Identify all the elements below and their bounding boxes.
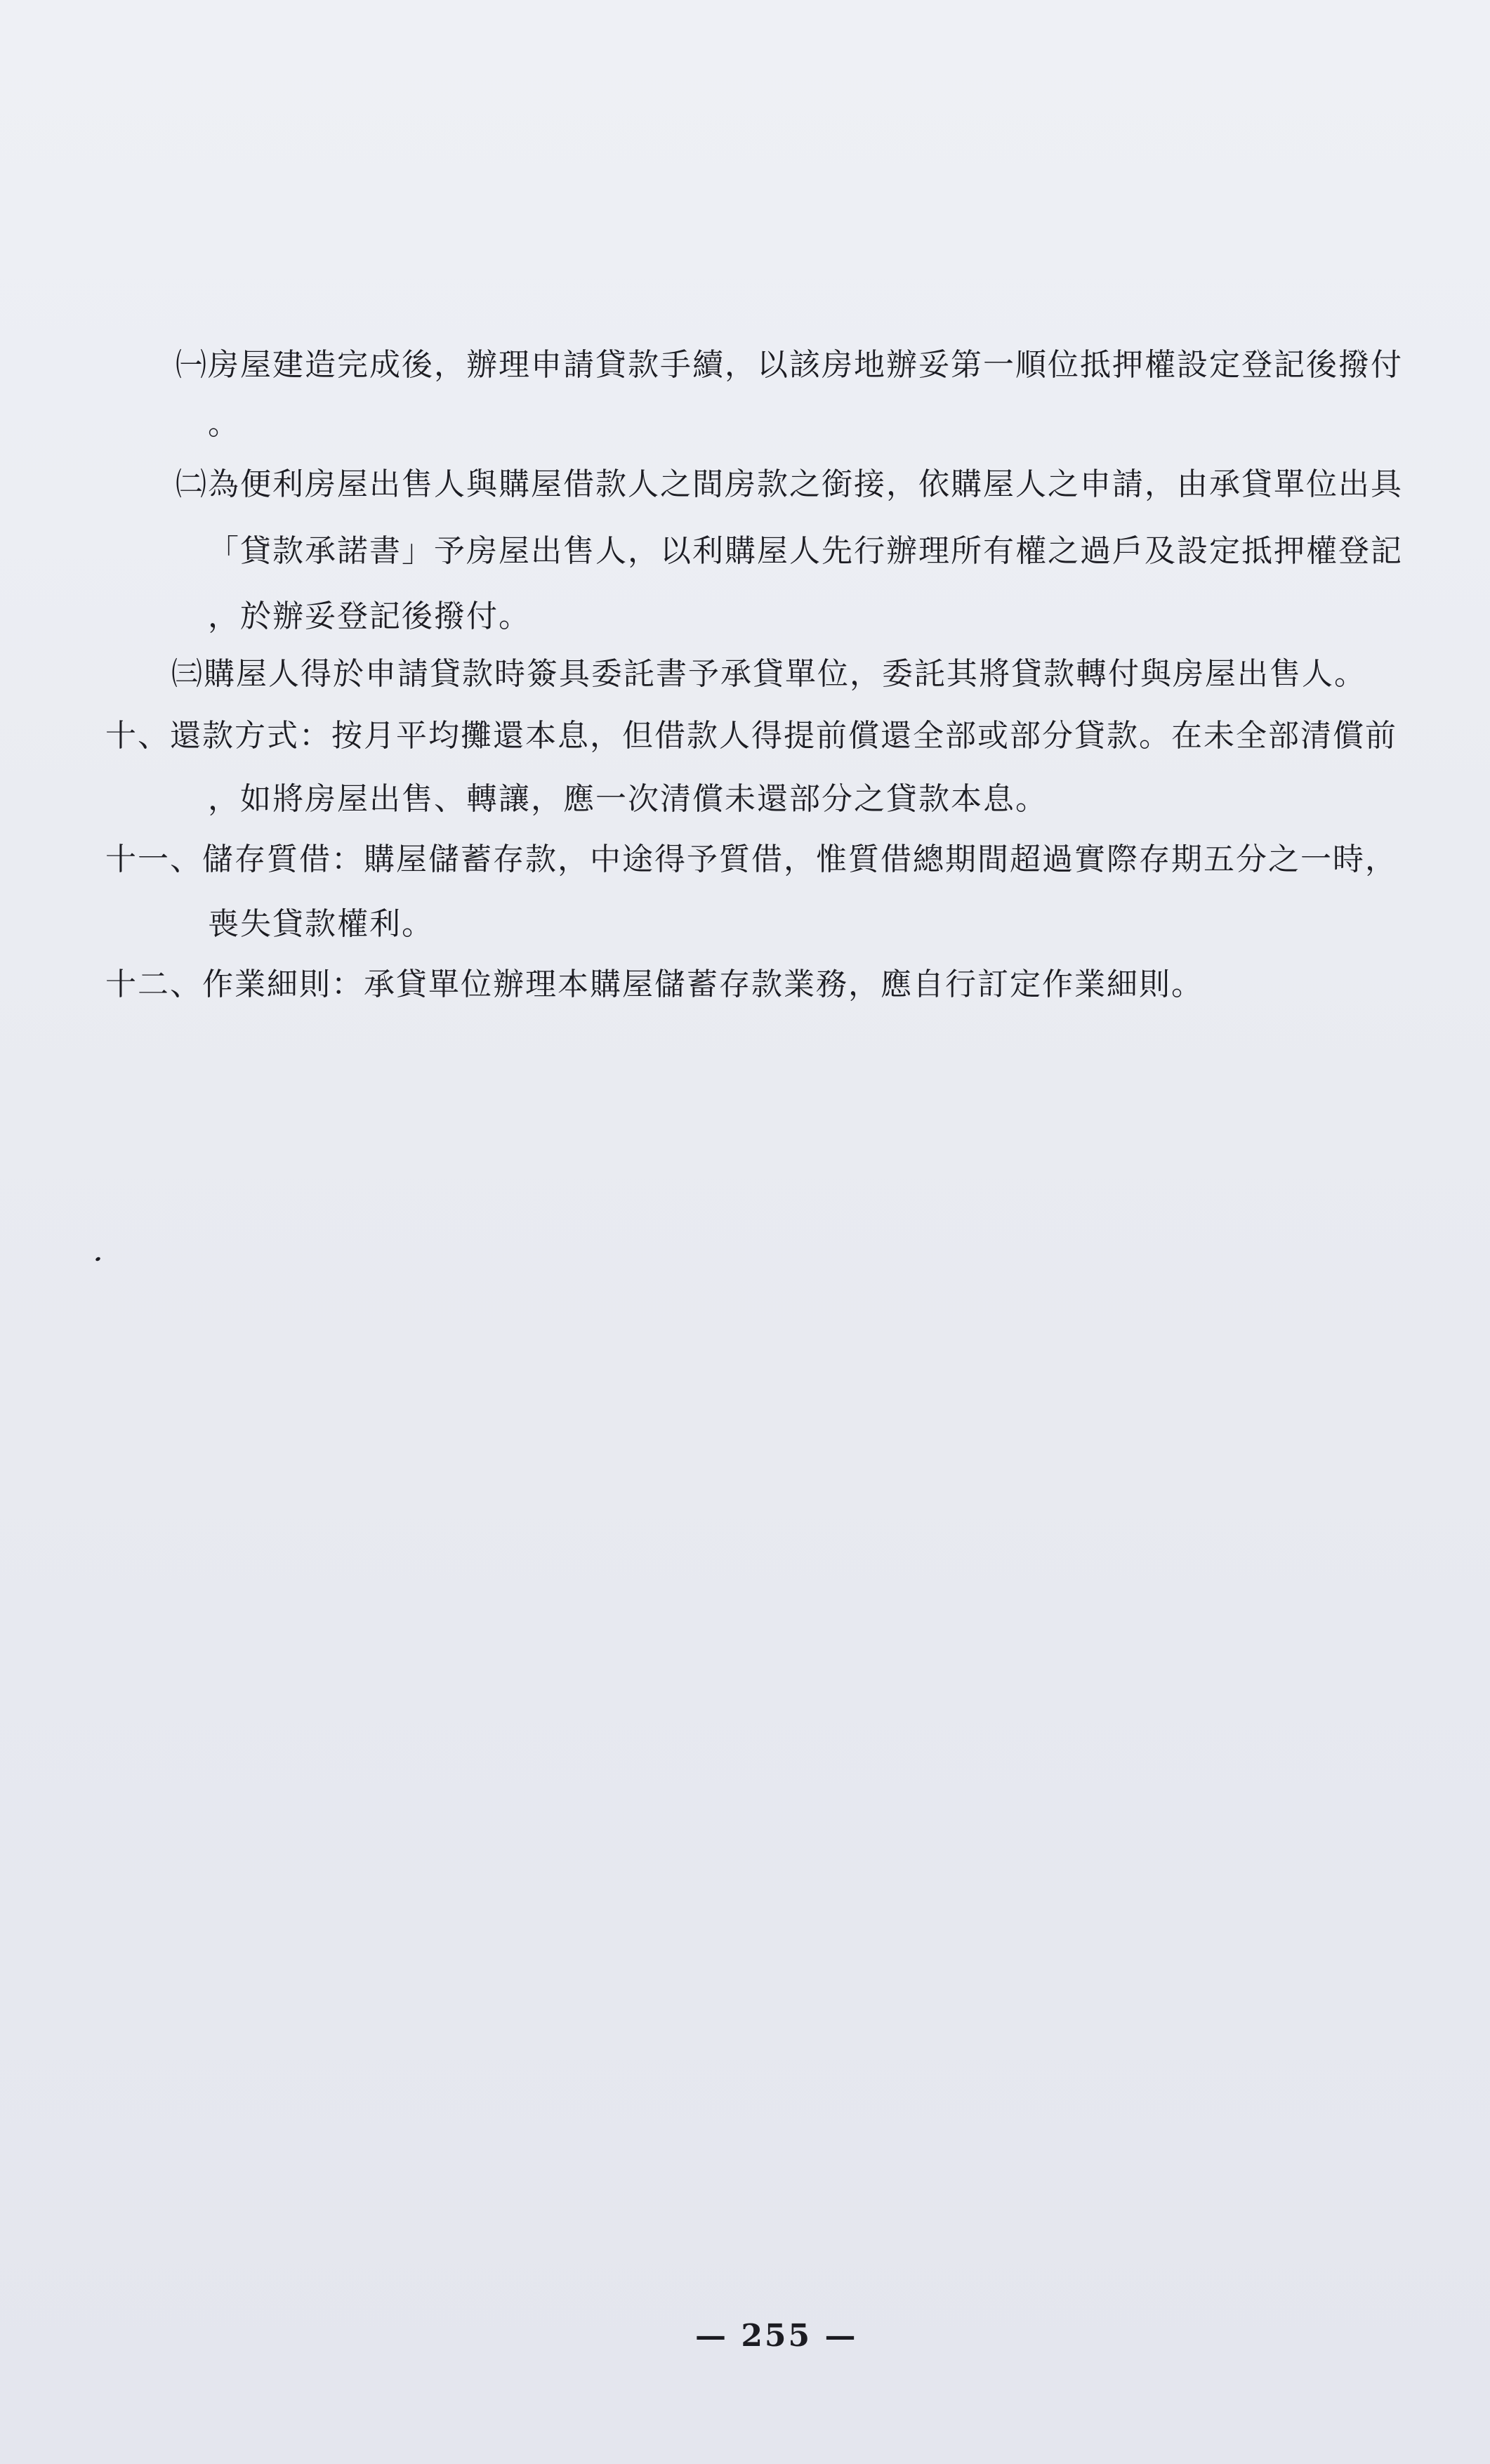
clause-9-item-1-line-2: 。 [208, 406, 240, 442]
clause-9-item-3: ㈢購屋人得於申請貸款時簽具委託書予承貸單位，委託其將貸款轉付與房屋出售人。 [171, 656, 1366, 692]
page-number: — 255 — [695, 2318, 858, 2354]
ink-speck [95, 1257, 101, 1262]
clause-10-line-1: 十、還款方式：按月平均攤還本息，但借款人得提前償還全部或部分貸款。在未全部清償前 [105, 718, 1397, 754]
clause-9-item-2-line-2: 「貸款承諾書」予房屋出售人，以利購屋人先行辦理所有權之過戶及設定抵押權登記 [208, 533, 1403, 569]
clause-9-item-2-line-3: ，於辦妥登記後撥付。 [208, 598, 531, 634]
clause-10-line-2: ，如將房屋出售、轉讓，應一次清償未還部分之貸款本息。 [208, 781, 1048, 817]
clause-11-line-2: 喪失貸款權利。 [208, 906, 434, 942]
clause-11-line-1: 十一、儲存質借：購屋儲蓄存款，中途得予質借，惟質借總期間超過實際存期五分之一時， [105, 841, 1397, 877]
clause-9-item-2-line-1: ㈡為便利房屋出售人與購屋借款人之間房款之銜接，依購屋人之申請，由承貸單位出具 [176, 466, 1403, 502]
clause-9-item-1-line-1: ㈠房屋建造完成後，辦理申請貸款手續，以該房地辦妥第一順位抵押權設定登記後撥付 [176, 347, 1403, 383]
clause-12: 十二、作業細則：承貸單位辦理本購屋儲蓄存款業務，應自行訂定作業細則。 [105, 966, 1204, 1002]
